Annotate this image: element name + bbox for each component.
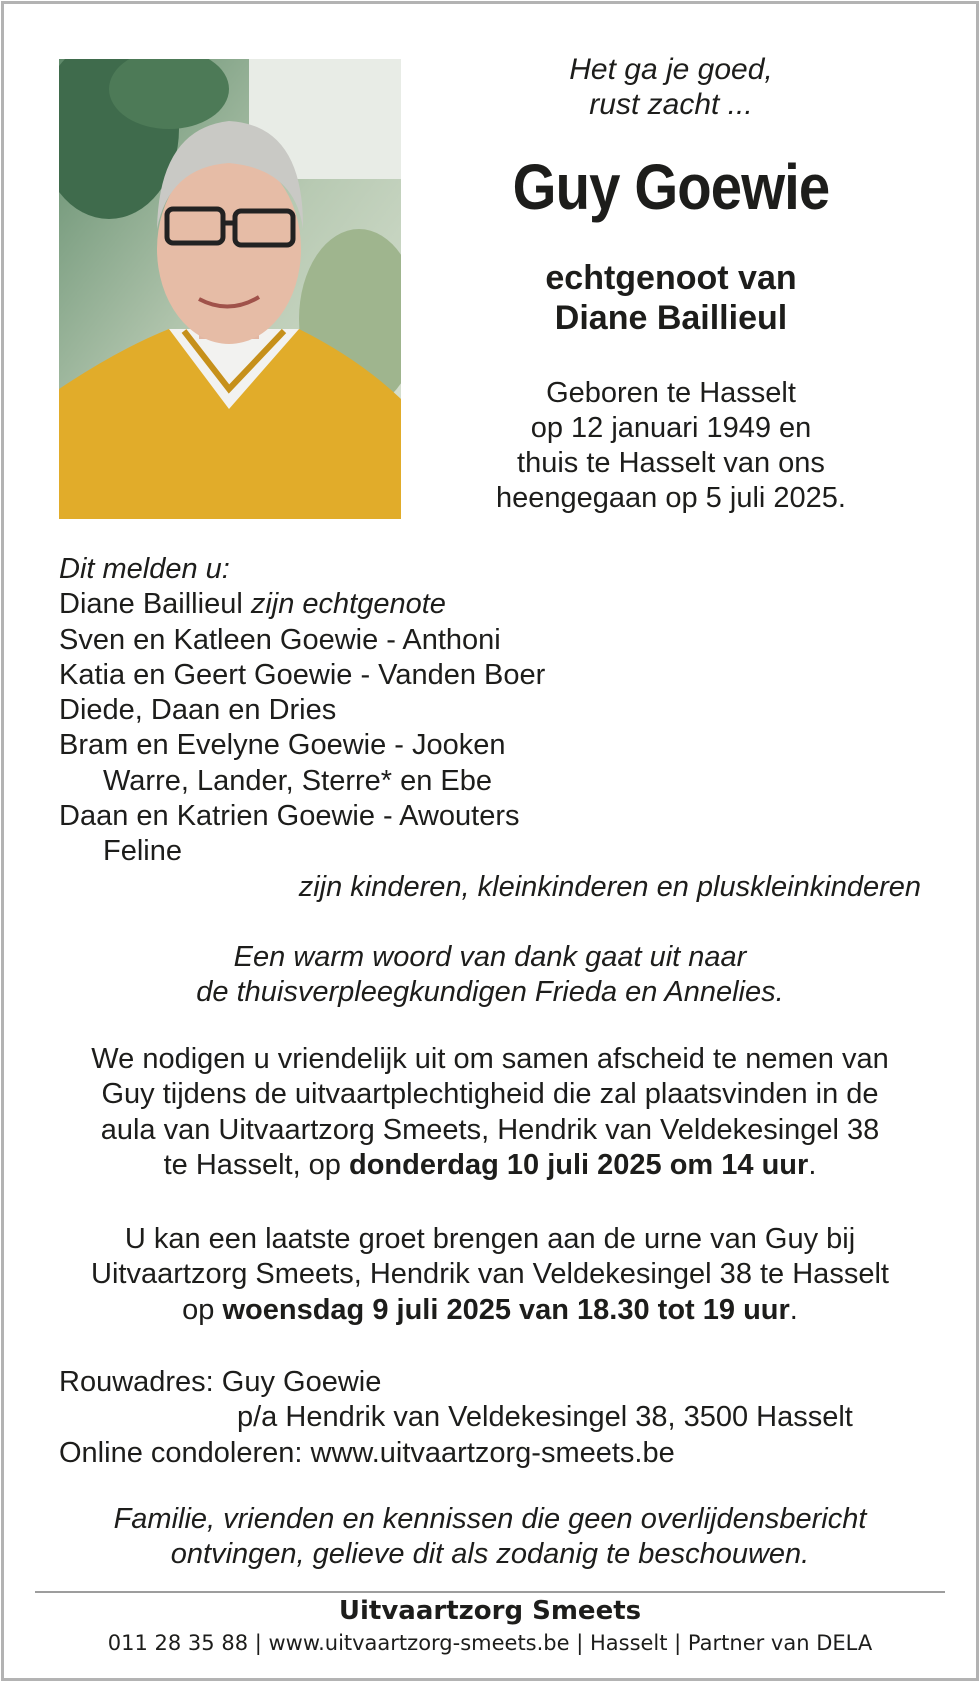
spouse-relation: zijn echtgenote	[250, 588, 446, 621]
family-line: Sven en Katleen Goewie - Anthoni	[59, 623, 501, 656]
urn-visit-date: woensdag 9 juli 2025 van 18.30 tot 19 uur	[222, 1293, 790, 1326]
urn-line-3-post: .	[789, 1293, 798, 1326]
spouse-name: Diane Baillieul	[59, 588, 243, 621]
footer-divider	[35, 1591, 945, 1593]
announcement-intro: Dit melden u:	[59, 553, 230, 585]
portrait-photo	[59, 59, 401, 519]
online-condolences: Online condoleren: www.uitvaartzorg-smeets.be	[59, 1436, 675, 1469]
notice-line-1: Familie, vrienden en kennissen die geen overlijdensbericht	[113, 1503, 867, 1535]
birth-line-4: heengegaan op 5 juli 2025.	[496, 482, 846, 514]
urn-line-1: U kan een laatste groet brengen aan de urne van Guy bij	[124, 1223, 856, 1255]
family-relation: zijn kinderen, kleinkinderen en pluskleinkinderen	[298, 870, 921, 903]
birth-line-2: op 12 januari 1949 en	[530, 412, 812, 444]
footer-company: Uitvaartzorg Smeets	[338, 1596, 642, 1626]
announcement-spouse	[59, 587, 919, 622]
footer-contact-info: 011 28 35 88 | www.uitvaartzorg-smeets.be | Hasselt | Partner van DELA	[107, 1631, 873, 1655]
address-line-2: p/a Hendrik van Veldekesingel 38, 3500 Hasselt	[237, 1401, 853, 1434]
deceased-name: Guy Goewie	[512, 151, 830, 223]
family-line: Katia en Geert Goewie - Vanden Boer	[59, 658, 546, 691]
urn-line-3-pre: op	[182, 1293, 223, 1326]
motto-line-1: Het ga je goed,	[569, 53, 773, 86]
urn-visit	[40, 1222, 940, 1328]
motto-line-2: rust zacht ...	[589, 88, 753, 121]
invitation-line-2: Guy tijdens de uitvaartplechtigheid die zal plaatsvinden in de	[101, 1078, 879, 1111]
funeral-date: donderdag 10 juli 2025 om 14 uur	[349, 1148, 809, 1181]
thanks-line-1: Een warm woord van dank gaat uit naar	[233, 941, 747, 973]
family-line: Diede, Daan en Dries	[59, 694, 337, 727]
birth-line-3: thuis te Hasselt van ons	[517, 447, 825, 479]
thanks	[40, 940, 940, 1011]
invitation-line-3: aula van Uitvaartzorg Smeets, Hendrik van Veldekesingel 38	[100, 1113, 880, 1146]
invitation-line-4-pre: te Hasselt, op	[163, 1148, 349, 1181]
motto	[460, 52, 882, 122]
spouse-line-2: Diane Baillieul	[554, 299, 788, 337]
spouse-line-1: echtgenoot van	[545, 259, 797, 297]
closing-notice	[40, 1502, 940, 1573]
urn-line-3	[40, 1293, 940, 1328]
address-line-1: Rouwadres: Guy Goewie	[59, 1366, 382, 1398]
family-line: Warre, Lander, Sterre* en Ebe	[103, 764, 493, 797]
birth-line-1: Geboren te Hasselt	[546, 377, 796, 409]
invitation-line-1: We nodigen u vriendelijk uit om samen afscheid te nemen van	[91, 1043, 889, 1075]
family-line: Daan en Katrien Goewie - Awouters	[59, 800, 520, 833]
birth-info	[460, 376, 882, 516]
family-line: Bram en Evelyne Goewie - Jooken	[59, 729, 506, 762]
urn-line-2: Uitvaartzorg Smeets, Hendrik van Veldekesingel 38 te Hasselt	[91, 1258, 889, 1291]
family-line: Feline	[103, 835, 182, 868]
mourning-address	[59, 1365, 919, 1471]
thanks-line-2: de thuisverpleegkundigen Frieda en Annelies.	[196, 976, 784, 1009]
spouse-info	[460, 258, 882, 338]
announcement	[59, 552, 919, 905]
funeral-invitation	[40, 1042, 940, 1183]
portrait-illustration	[59, 59, 401, 519]
invitation-line-4	[40, 1148, 940, 1183]
invitation-line-4-post: .	[808, 1148, 817, 1181]
notice-line-2: ontvingen, gelieve dit als zodanig te beschouwen.	[170, 1538, 810, 1571]
